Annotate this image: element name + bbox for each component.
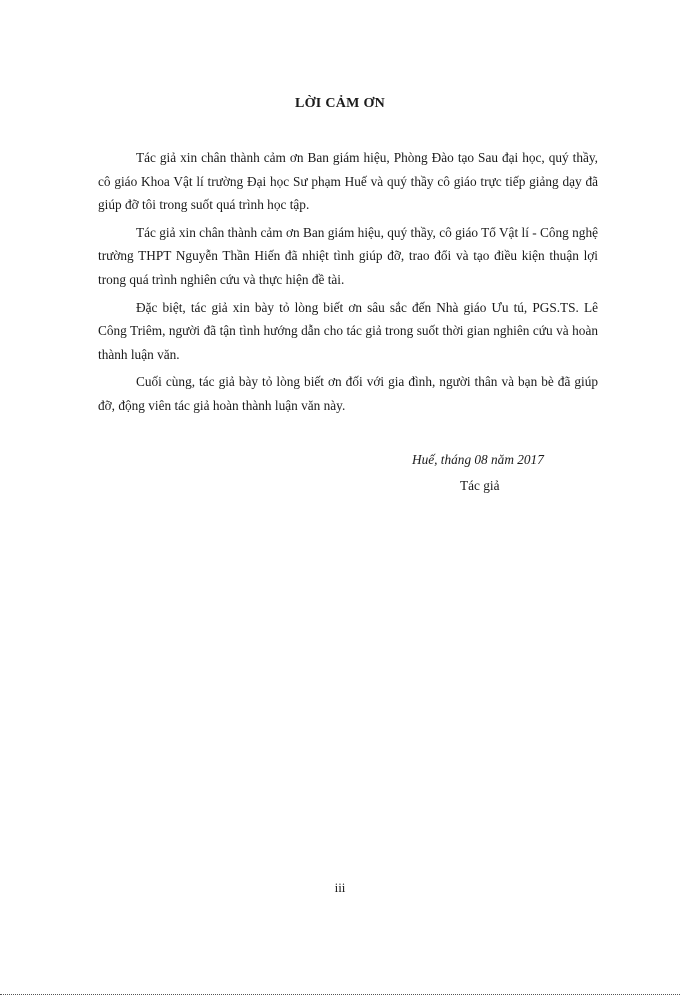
page-title: LỜI CẢM ƠN: [294, 96, 386, 111]
paragraph-2: Tác giả xin chân thành cảm ơn Ban giám hiệu, quý thầy, cô giáo Tổ Vật lí - Công nghệ trường THPT Nguyễn Thần Hiến đã nhiệt tình giúp đỡ, trao đổi và tạo điều kiện thuận lợi trong quá trình nghiên cứu và thực hiện đề tài.: [98, 224, 598, 287]
author-signature-label: Tác giả: [460, 478, 500, 493]
paragraph-4: Cuối cùng, tác giả bày tỏ lòng biết ơn đối với gia đình, người thân và bạn bè đã giúp đỡ, động viên tác giả hoàn thành luận văn này.: [98, 374, 598, 413]
acknowledgement-body: [98, 146, 598, 422]
page-number: iii: [334, 880, 346, 895]
place-date: Huế, tháng 08 năm 2017: [412, 452, 544, 467]
paragraph-3: Đặc biệt, tác giả xin bày tỏ lòng biết ơn sâu sắc đến Nhà giáo Ưu tú, PGS.TS. Lê Công Triêm, người đã tận tình hướng dẫn cho tác giả trong suốt thời gian nghiên cứu và hoàn thành luận văn.: [98, 299, 598, 362]
bottom-divider: [0, 994, 680, 995]
paragraph-1: Tác giả xin chân thành cảm ơn Ban giám hiệu, Phòng Đào tạo Sau đại học, quý thầy, cô giáo Khoa Vật lí trường Đại học Sư phạm Huế và quý thầy cô giáo trực tiếp giảng dạy đã giúp đỡ tôi trong suốt quá trình học tập.: [98, 150, 598, 213]
